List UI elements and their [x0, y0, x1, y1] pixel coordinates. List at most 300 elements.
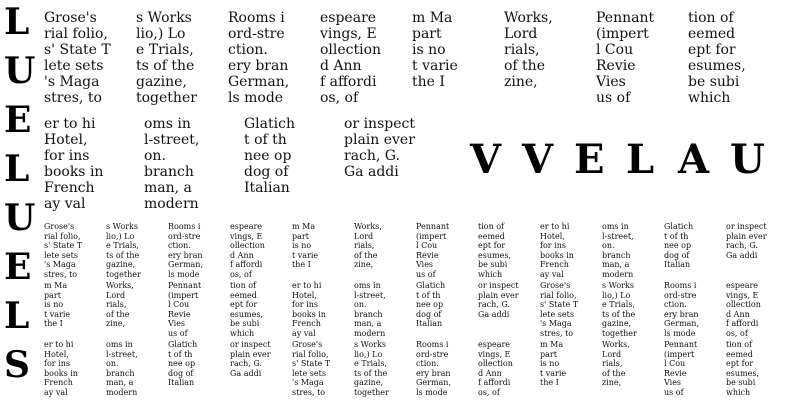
- fragment-line: ts of the: [136, 58, 195, 74]
- fragment-line: part: [412, 26, 442, 42]
- fragment-line: books in: [44, 368, 78, 378]
- fragment-line: t varie: [292, 250, 319, 260]
- fragment-line: the I: [292, 260, 311, 269]
- fragment-line: Grose's: [292, 340, 323, 349]
- fragment-line: is no: [292, 241, 312, 250]
- fragment-line: gazine,: [602, 319, 632, 328]
- fragment-line: ls mode: [416, 387, 448, 397]
- fragment-line: French: [44, 378, 73, 387]
- fragment-line: Italian: [416, 319, 443, 328]
- fragment-line: esumes,: [726, 368, 759, 378]
- fragment-line: Lord: [354, 231, 374, 241]
- text-fragment: [416, 222, 449, 279]
- fragment-line: ery bran: [168, 250, 203, 260]
- text-fragment: [168, 340, 197, 388]
- fragment-line: eemed: [688, 26, 736, 42]
- fragment-line: lio,) Lo: [136, 26, 186, 42]
- fragment-line: plain ever: [726, 231, 767, 241]
- large-letter: S: [4, 344, 30, 386]
- fragment-line: ls mode: [664, 328, 696, 338]
- fragment-line: which: [230, 328, 255, 338]
- fragment-line: zine,: [106, 319, 126, 328]
- fragment-line: man, a: [354, 319, 382, 328]
- fragment-line: of the: [106, 309, 130, 319]
- text-fragment: [354, 281, 386, 338]
- fragment-line: m Ma: [292, 222, 316, 231]
- fragment-line: l-street,: [602, 231, 634, 241]
- fragment-line: Ga addi: [230, 368, 262, 378]
- fragment-line: Glatich: [244, 116, 295, 132]
- fragment-line: for ins: [44, 148, 90, 164]
- fragment-line: ay val: [540, 269, 564, 279]
- fragment-line: er to hi: [44, 116, 96, 132]
- fragment-line: f affordi: [230, 260, 263, 269]
- fragment-line: modern: [106, 387, 138, 397]
- fragment-line: Ga addi: [344, 164, 399, 180]
- fragment-line: rial folio,: [540, 290, 577, 300]
- fragment-line: plain ever: [230, 349, 271, 359]
- fragment-line: modern: [144, 196, 199, 212]
- fragment-line: ts of the: [602, 309, 636, 319]
- fragment-line: or inspect: [230, 340, 271, 349]
- text-fragment: [228, 10, 289, 106]
- fragment-line: rials,: [602, 359, 623, 368]
- large-letter: L: [4, 295, 30, 337]
- large-letter: V: [470, 136, 502, 183]
- fragment-line: t of th: [664, 231, 689, 241]
- fragment-line: l-street,: [144, 132, 200, 148]
- fragment-line: ay val: [292, 328, 316, 338]
- fragment-line: Pennant: [664, 340, 698, 349]
- fragment-line: e Trials,: [354, 359, 387, 368]
- large-letter: L: [4, 148, 30, 190]
- fragment-line: of the: [354, 250, 378, 260]
- text-fragment: [726, 340, 759, 397]
- fragment-line: esumes,: [478, 250, 511, 260]
- text-fragment: [416, 281, 445, 329]
- fragment-line: which: [726, 387, 751, 397]
- text-fragment: [136, 10, 197, 106]
- fragment-line: er to hi: [292, 281, 322, 290]
- fragment-line: rials,: [504, 42, 540, 58]
- fragment-line: Glatich: [664, 222, 694, 231]
- text-fragment: [596, 10, 654, 106]
- fragment-line: is no: [540, 359, 560, 368]
- fragment-line: us of: [596, 90, 631, 106]
- fragment-line: be subi: [230, 319, 260, 328]
- fragment-line: German,: [416, 378, 451, 387]
- fragment-line: zine,: [354, 260, 374, 269]
- fragment-line: 's Maga: [292, 378, 324, 387]
- text-fragment: [230, 222, 265, 279]
- text-fragment: [44, 116, 103, 212]
- fragment-line: eemed: [726, 349, 753, 359]
- fragment-line: t varie: [540, 368, 567, 378]
- fragment-line: Hotel,: [44, 349, 69, 359]
- fragment-line: books in: [44, 164, 104, 180]
- fragment-line: t of th: [416, 290, 441, 300]
- large-letter: U: [4, 197, 36, 239]
- fragment-line: rials,: [106, 300, 127, 309]
- fragment-line: l-street,: [106, 349, 138, 359]
- fragment-line: esumes,: [230, 309, 263, 319]
- fragment-line: Vies: [664, 378, 682, 387]
- fragment-line: os, of: [478, 387, 500, 397]
- fragment-line: s Works: [602, 281, 634, 290]
- fragment-line: t of th: [244, 132, 287, 148]
- text-fragment: [44, 222, 82, 279]
- fragment-line: on.: [144, 148, 166, 164]
- text-fragment: [540, 222, 574, 279]
- text-fragment: [320, 10, 381, 106]
- fragment-line: German,: [664, 319, 699, 328]
- fragment-line: is no: [44, 300, 64, 309]
- fragment-line: books in: [540, 250, 574, 260]
- fragment-line: Revie: [168, 309, 191, 319]
- fragment-line: ord-stre: [168, 231, 201, 241]
- fragment-line: Works,: [504, 10, 553, 26]
- fragment-line: ction.: [664, 300, 687, 309]
- fragment-line: Vies: [416, 260, 434, 269]
- fragment-line: Italian: [168, 378, 195, 387]
- fragment-line: (impert: [416, 231, 447, 241]
- large-letter: E: [4, 246, 32, 288]
- fragment-line: f affordi: [320, 74, 377, 90]
- large-letter: U: [4, 50, 36, 92]
- large-letter: E: [574, 136, 605, 183]
- fragment-line: nee op: [168, 359, 196, 368]
- fragment-line: Hotel,: [540, 231, 565, 241]
- fragment-line: ery bran: [664, 309, 699, 319]
- fragment-line: German,: [228, 74, 290, 90]
- fragment-line: Vies: [168, 319, 186, 328]
- fragment-line: l-street,: [354, 290, 386, 300]
- fragment-line: ls mode: [228, 90, 284, 106]
- fragment-line: s' State T: [44, 42, 111, 58]
- fragment-line: be subi: [726, 378, 756, 387]
- fragment-line: gazine,: [106, 260, 136, 269]
- fragment-line: ery bran: [416, 368, 451, 378]
- fragment-line: eemed: [230, 290, 257, 300]
- text-fragment: [354, 340, 389, 397]
- fragment-line: f affordi: [726, 319, 759, 328]
- fragment-line: m Ma: [44, 281, 68, 290]
- text-fragment: [106, 340, 138, 397]
- fragment-line: of the: [602, 368, 626, 378]
- fragment-line: 's Maga: [44, 74, 100, 90]
- fragment-line: Works,: [354, 222, 382, 231]
- text-fragment: [478, 340, 513, 397]
- fragment-line: Lord: [106, 290, 126, 300]
- fragment-line: together: [106, 269, 141, 279]
- text-fragment: [688, 10, 746, 106]
- fragment-line: s' State T: [292, 359, 331, 368]
- fragment-line: German,: [168, 260, 203, 269]
- large-letter: V: [522, 136, 554, 183]
- text-fragment: [144, 116, 199, 212]
- text-fragment: [664, 281, 699, 338]
- fragment-line: d Ann: [230, 250, 254, 260]
- fragment-line: ept for: [688, 42, 736, 58]
- fragment-line: ts of the: [354, 368, 388, 378]
- fragment-line: on.: [602, 241, 615, 250]
- text-fragment: [478, 281, 519, 319]
- fragment-line: os, of: [230, 269, 252, 279]
- text-fragment: [664, 222, 693, 270]
- fragment-line: rach, G.: [344, 148, 400, 164]
- fragment-line: d Ann: [320, 58, 362, 74]
- fragment-line: rial folio,: [44, 26, 108, 42]
- large-letter: E: [4, 99, 32, 141]
- fragment-line: tion of: [688, 10, 734, 26]
- fragment-line: Italian: [664, 260, 691, 269]
- text-fragment: [292, 222, 318, 270]
- fragment-line: stres, to: [44, 90, 102, 106]
- fragment-line: rials,: [354, 241, 375, 250]
- large-letter: L: [4, 1, 30, 43]
- text-fragment: [230, 340, 271, 378]
- fragment-line: Works,: [106, 281, 134, 290]
- fragment-line: 's Maga: [540, 319, 572, 328]
- text-fragment: [602, 340, 630, 388]
- fragment-line: for ins: [44, 359, 70, 368]
- fragment-line: Glatich: [168, 340, 198, 349]
- text-fragment: [292, 281, 326, 338]
- fragment-line: nee op: [244, 148, 292, 164]
- fragment-line: man, a: [144, 180, 192, 196]
- fragment-line: Hotel,: [44, 132, 88, 148]
- fragment-line: d Ann: [478, 368, 502, 378]
- fragment-line: lete sets: [540, 309, 574, 319]
- fragment-line: (impert: [664, 349, 695, 359]
- fragment-line: or inspect: [344, 116, 415, 132]
- fragment-line: Hotel,: [292, 290, 317, 300]
- fragment-line: os, of: [320, 90, 359, 106]
- fragment-line: lete sets: [292, 368, 326, 378]
- fragment-line: is no: [412, 42, 446, 58]
- fragment-line: esumes,: [688, 58, 746, 74]
- text-fragment: [416, 340, 451, 397]
- fragment-line: us of: [168, 328, 188, 338]
- fragment-line: rach, G.: [726, 241, 758, 250]
- text-fragment: [44, 340, 78, 397]
- fragment-line: Italian: [244, 180, 290, 196]
- fragment-line: dog of: [416, 309, 442, 319]
- text-fragment: [44, 10, 111, 106]
- fragment-line: 's Maga: [44, 260, 76, 269]
- text-fragment: [478, 222, 511, 279]
- fragment-line: l Cou: [168, 300, 190, 309]
- fragment-line: stres, to: [540, 328, 574, 338]
- fragment-line: be subi: [478, 260, 508, 269]
- text-fragment: [168, 281, 201, 338]
- fragment-line: t of th: [168, 349, 193, 359]
- text-fragment: [292, 340, 330, 397]
- fragment-line: Grose's: [44, 222, 75, 231]
- fragment-line: eemed: [478, 231, 505, 241]
- fragment-line: nee op: [416, 300, 444, 309]
- text-fragment: [354, 222, 382, 270]
- fragment-line: Rooms i: [228, 10, 285, 26]
- fragment-line: for ins: [540, 241, 566, 250]
- fragment-line: (impert: [596, 26, 649, 42]
- fragment-line: lio,) Lo: [106, 231, 135, 241]
- fragment-line: French: [540, 260, 569, 269]
- fragment-line: s Works: [136, 10, 192, 26]
- fragment-line: e Trials,: [602, 300, 635, 309]
- fragment-line: s Works: [354, 340, 386, 349]
- fragment-line: plain ever: [344, 132, 415, 148]
- fragment-line: os, of: [726, 328, 748, 338]
- fragment-line: man, a: [602, 260, 630, 269]
- fragment-line: of the: [504, 58, 545, 74]
- fragment-line: e Trials,: [136, 42, 194, 58]
- fragment-line: (impert: [168, 290, 199, 300]
- fragment-line: vings, E: [230, 231, 263, 241]
- fragment-line: ction.: [416, 359, 439, 368]
- fragment-line: l Cou: [664, 359, 686, 368]
- fragment-line: Ga addi: [478, 309, 510, 319]
- fragment-line: oms in: [602, 222, 629, 231]
- text-fragment: [244, 116, 295, 196]
- fragment-line: rial folio,: [44, 231, 81, 241]
- fragment-line: ay val: [44, 196, 86, 212]
- fragment-line: espeare: [726, 281, 759, 290]
- fragment-line: French: [292, 319, 321, 328]
- fragment-line: together: [136, 90, 197, 106]
- fragment-line: Lord: [504, 26, 538, 42]
- fragment-line: lete sets: [44, 250, 78, 260]
- fragment-line: oms in: [354, 281, 381, 290]
- fragment-line: Vies: [596, 74, 626, 90]
- fragment-line: ollection: [726, 300, 761, 309]
- fragment-line: ollection: [478, 359, 513, 368]
- text-fragment: [504, 10, 553, 90]
- fragment-line: dog of: [168, 368, 194, 378]
- fragment-line: Ga addi: [726, 250, 758, 260]
- fragment-line: ord-stre: [416, 349, 449, 359]
- fragment-line: Rooms i: [416, 340, 449, 349]
- fragment-line: dog of: [664, 250, 690, 260]
- fragment-line: l Cou: [596, 42, 634, 58]
- fragment-line: gazine,: [136, 74, 187, 90]
- fragment-line: m Ma: [540, 340, 564, 349]
- fragment-line: stres, to: [44, 269, 78, 279]
- fragment-line: Pennant: [168, 281, 202, 290]
- fragment-line: espeare: [320, 10, 377, 26]
- large-letter: A: [678, 136, 710, 183]
- fragment-line: zine,: [602, 378, 622, 387]
- fragment-line: tion of: [726, 340, 753, 349]
- fragment-line: branch: [106, 368, 135, 378]
- fragment-line: nee op: [664, 241, 692, 250]
- fragment-line: lio,) Lo: [602, 290, 631, 300]
- fragment-line: Lord: [602, 349, 622, 359]
- fragment-line: Revie: [416, 250, 439, 260]
- fragment-line: part: [540, 349, 557, 359]
- fragment-line: oms in: [144, 116, 191, 132]
- fragment-line: branch: [602, 250, 631, 260]
- fragment-line: e Trials,: [106, 241, 139, 250]
- fragment-line: s' State T: [540, 300, 579, 309]
- fragment-line: together: [354, 387, 389, 397]
- fragment-line: tion of: [478, 222, 505, 231]
- text-fragment: [602, 222, 634, 279]
- fragment-line: us of: [664, 387, 684, 397]
- fragment-line: the I: [412, 74, 445, 90]
- text-fragment: [44, 281, 70, 329]
- text-fragment: [106, 222, 141, 279]
- fragment-line: Revie: [664, 368, 687, 378]
- fragment-line: Pennant: [596, 10, 655, 26]
- large-letter: L: [626, 136, 655, 183]
- fragment-line: Revie: [596, 58, 636, 74]
- text-fragment: [106, 281, 134, 329]
- fragment-line: m Ma: [412, 10, 453, 26]
- fragment-line: or inspect: [726, 222, 767, 231]
- fragment-line: us of: [416, 269, 436, 279]
- fragment-line: er to hi: [44, 340, 74, 349]
- fragment-line: d Ann: [726, 309, 750, 319]
- fragment-line: modern: [354, 328, 386, 338]
- fragment-line: modern: [602, 269, 634, 279]
- fragment-line: on.: [354, 300, 367, 309]
- fragment-line: ction.: [228, 42, 268, 58]
- fragment-line: espeare: [230, 222, 263, 231]
- text-fragment: [168, 222, 203, 279]
- fragment-line: branch: [144, 164, 194, 180]
- fragment-line: which: [688, 90, 731, 106]
- large-letter: U: [730, 136, 765, 183]
- fragment-line: f affordi: [478, 378, 511, 387]
- text-fragment: [664, 340, 697, 397]
- fragment-line: zine,: [504, 74, 538, 90]
- text-fragment: [726, 281, 761, 338]
- fragment-line: ls mode: [168, 269, 200, 279]
- fragment-line: plain ever: [478, 290, 519, 300]
- fragment-line: together: [602, 328, 637, 338]
- text-fragment: [230, 281, 263, 338]
- fragment-line: gazine,: [354, 378, 384, 387]
- fragment-line: lete sets: [44, 58, 104, 74]
- fragment-line: on.: [106, 359, 119, 368]
- text-fragment: [412, 10, 458, 90]
- fragment-line: the I: [44, 319, 63, 328]
- fragment-line: man, a: [106, 378, 134, 387]
- fragment-line: Rooms i: [664, 281, 697, 290]
- fragment-line: ollection: [230, 241, 265, 250]
- fragment-line: er to hi: [540, 222, 570, 231]
- fragment-line: s Works: [106, 222, 138, 231]
- fragment-line: ollection: [320, 42, 382, 58]
- fragment-line: dog of: [244, 164, 289, 180]
- fragment-line: t varie: [412, 58, 458, 74]
- fragment-line: ept for: [726, 359, 754, 368]
- text-fragment: [726, 222, 767, 260]
- fragment-line: be subi: [688, 74, 740, 90]
- fragment-line: part: [292, 231, 309, 241]
- fragment-line: vings, E: [726, 290, 759, 300]
- fragment-line: Rooms i: [168, 222, 201, 231]
- fragment-line: lio,) Lo: [354, 349, 383, 359]
- fragment-line: Works,: [602, 340, 630, 349]
- fragment-line: Grose's: [44, 10, 97, 26]
- fragment-line: or inspect: [478, 281, 519, 290]
- fragment-line: tion of: [230, 281, 257, 290]
- fragment-line: ept for: [478, 241, 506, 250]
- fragment-line: French: [44, 180, 95, 196]
- text-fragment: [344, 116, 415, 180]
